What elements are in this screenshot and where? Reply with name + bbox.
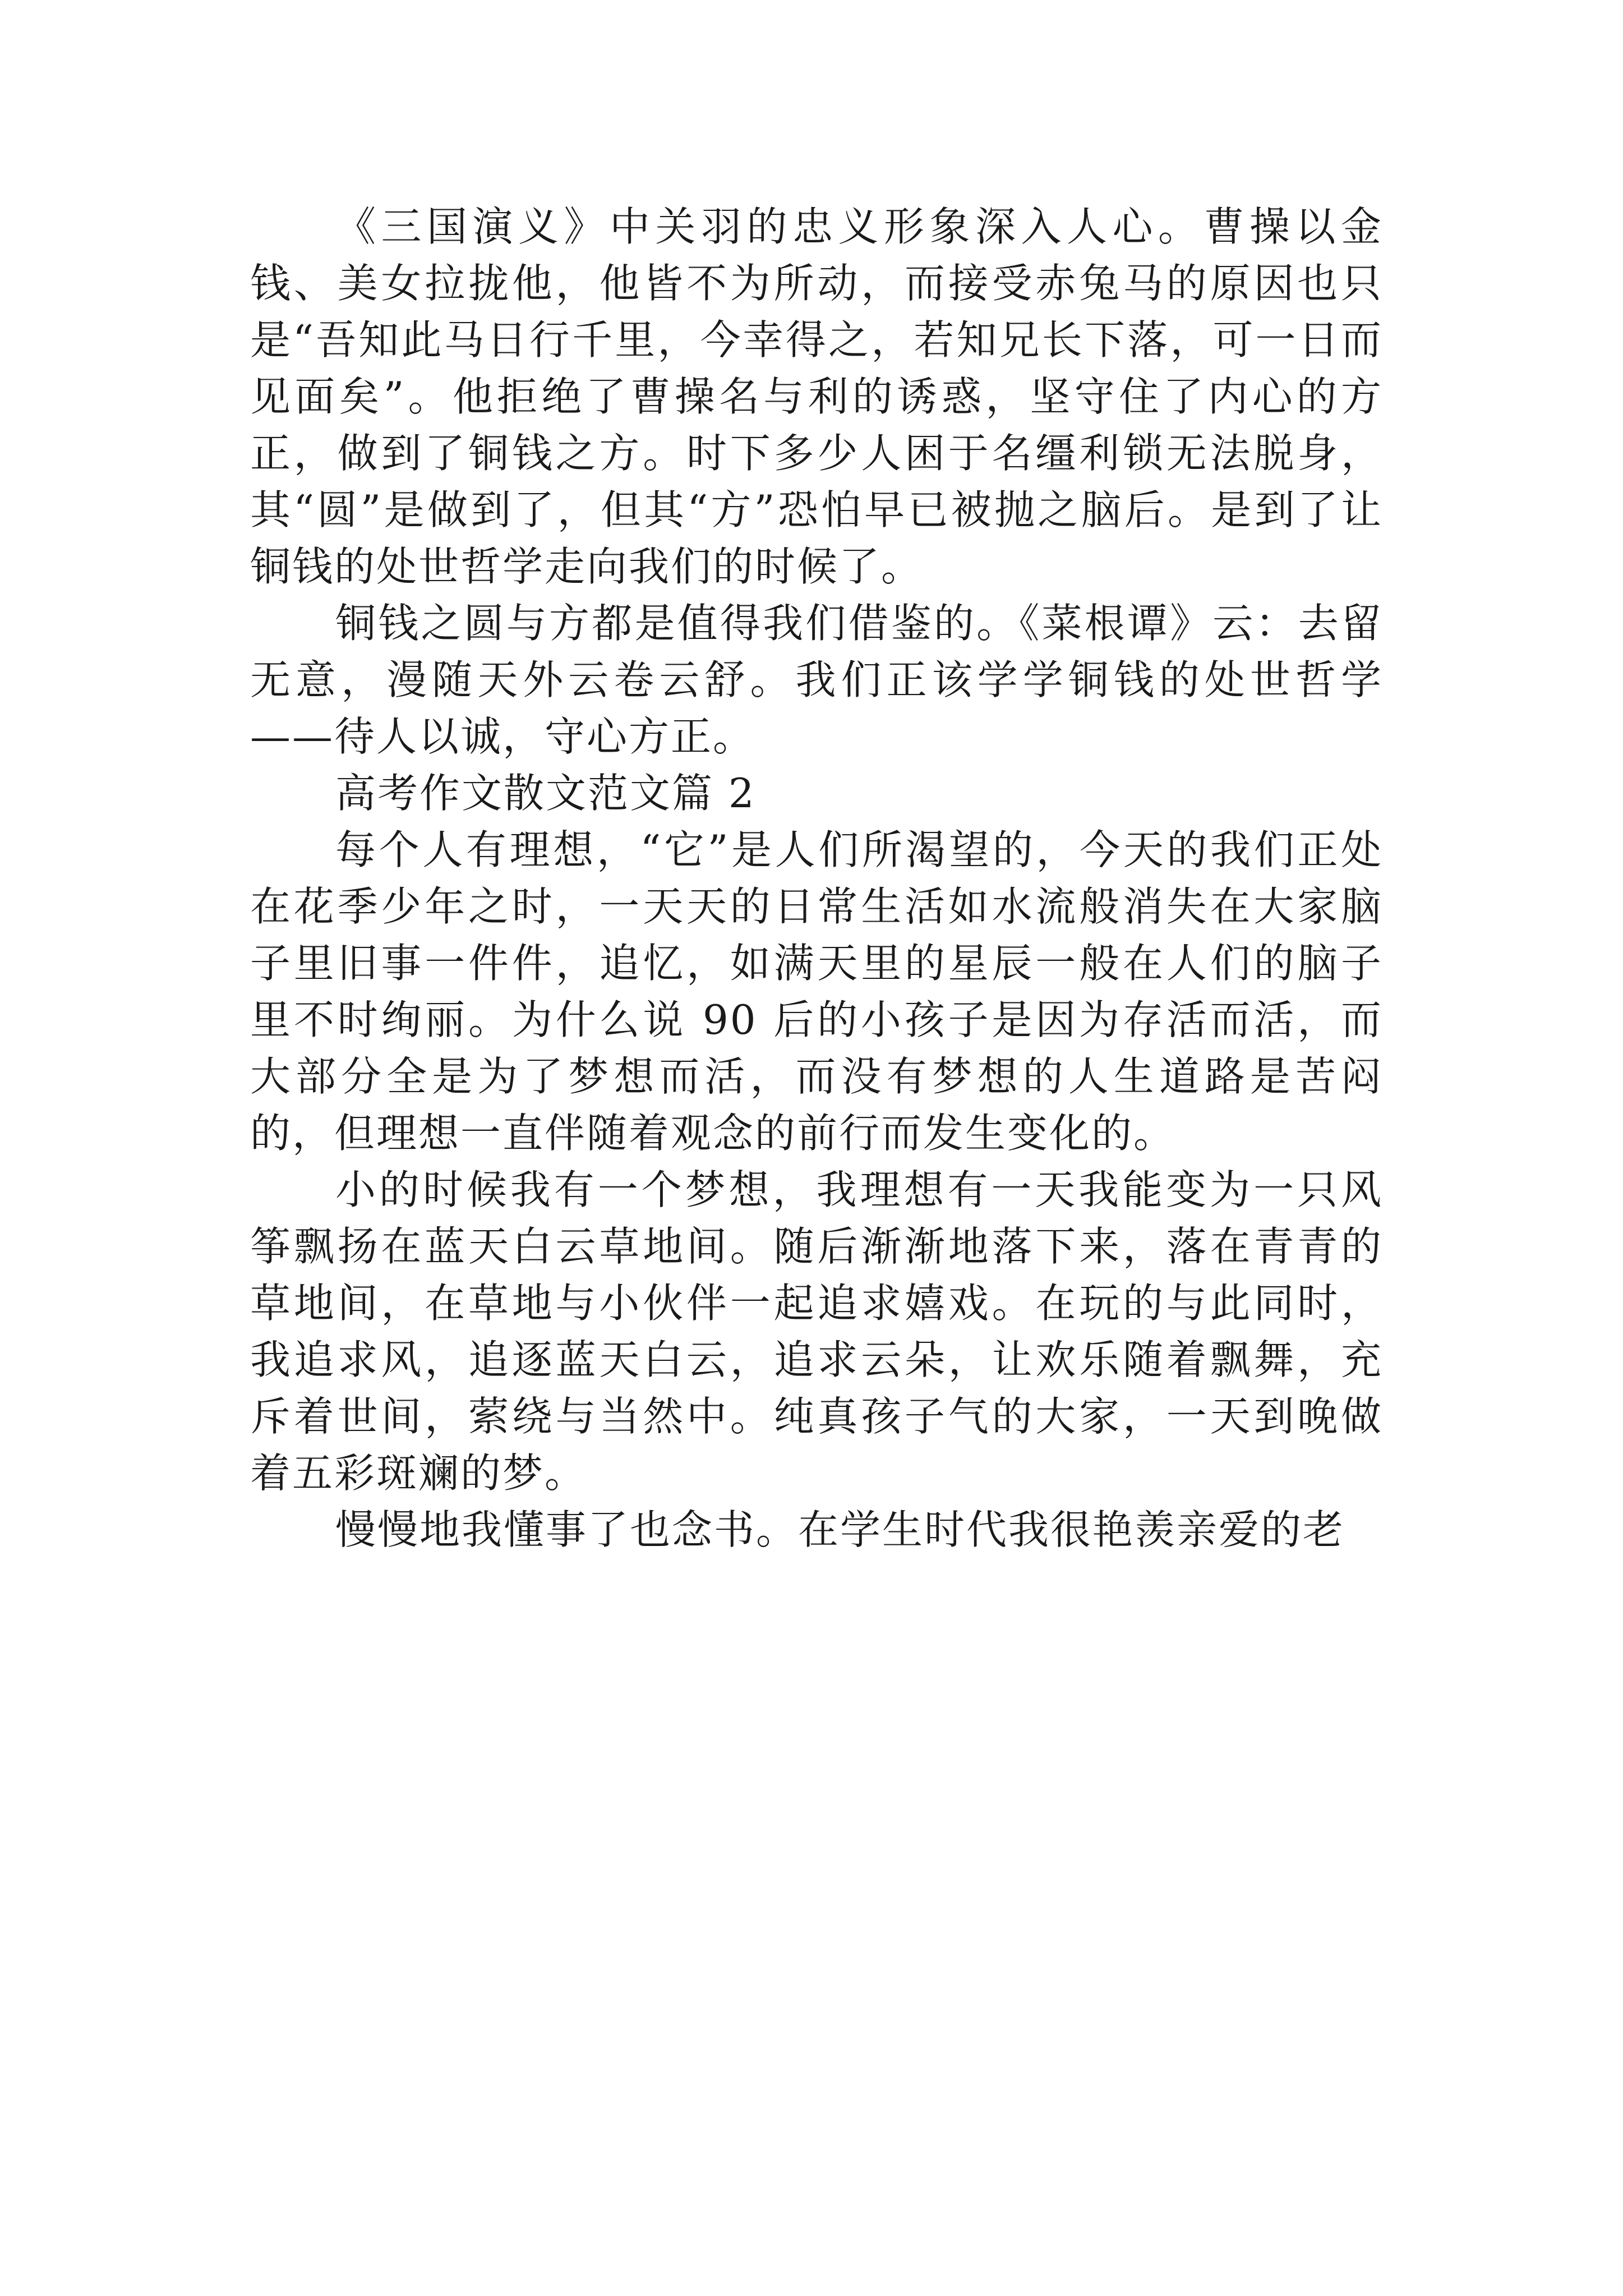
- paragraph-school: 慢慢地我懂事了也念书。在学生时代我很艳羡亲爱的老: [335, 1506, 1345, 1553]
- document-body: [250, 199, 1383, 1558]
- paragraph-ideals: 每个人有理想，“它”是人们所渴望的，今天的我们正处在花季少年之时，一天天的日常生活如水流般消失在大家脑子里旧事一件件，追忆，如满天里的星辰一般在人们的脑子里不时绚丽。为什么说 90 后的小孩子是因为存活而活，而大部分全是为了梦想而活，而没有梦想的人生道路是苦闷的，但理想一直伴随着观念的前行而发生变化的。: [250, 826, 1383, 1157]
- paragraph-kite-dream: 小的时候我有一个梦想，我理想有一天我能变为一只风筝飘扬在蓝天白云草地间。随后渐渐地落下来，落在青青的草地间，在草地与小伙伴一起追求嬉戏。在玩的与此同时，我追求风，追逐蓝天白云，追求云朵，让欢乐随着飘舞，充斥着世间，萦绕与当然中。纯真孩子气的大家，一天到晚做着五彩斑斓的梦。: [250, 1166, 1383, 1497]
- paragraph-guanyu: 《三国演义》中关羽的忠义形象深入人心。曹操以金钱、美女拉拢他，他皆不为所动，而接受赤兔马的原因也只是“吾知此马日行千里，今幸得之，若知兄长下落，可一日而见面矣”。他拒绝了曹操名与利的诱惑，坚守住了内心的方正，做到了铜钱之方。时下多少人困于名缰利锁无法脱身，其“圆”是做到了，但其“方”恐怕早已被抛之脑后。是到了让铜钱的处世哲学走向我们的时候了。: [250, 203, 1383, 590]
- essay-heading: 高考作文散文范文篇 2: [335, 770, 756, 817]
- paragraph-caigentan: 铜钱之圆与方都是值得我们借鉴的。《菜根谭》云：去留无意，漫随天外云卷云舒。我们正该学学铜钱的处世哲学——待人以诚，守心方正。: [250, 600, 1383, 760]
